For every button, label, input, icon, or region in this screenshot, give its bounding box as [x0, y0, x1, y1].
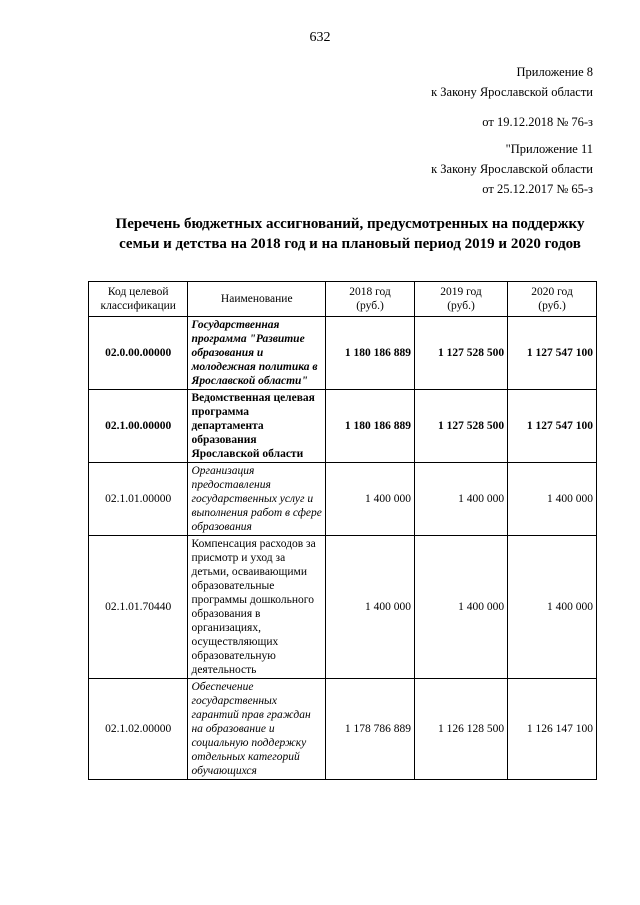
appendix-label: Приложение 8 [516, 65, 593, 79]
row-value-2018: 1 400 000 [326, 463, 415, 536]
column-header-name: Наименование [188, 282, 326, 317]
row-value-2019: 1 126 128 500 [414, 679, 507, 780]
row-value-2020: 1 126 147 100 [508, 679, 597, 780]
document-title [60, 214, 640, 254]
column-header-2018 [326, 282, 415, 317]
table-row [89, 536, 597, 679]
previous-law-date: от 25.12.2017 № 65-з [482, 182, 593, 196]
column-header-2019-unit: (руб.) [447, 300, 475, 312]
row-value-2018: 1 178 786 889 [326, 679, 415, 780]
column-header-2020 [508, 282, 597, 317]
document-title-line-2: семьи и детства на 2018 год и на плановый период 2019 и 2020 годов [119, 236, 581, 252]
table-row [89, 463, 597, 536]
row-name: Обеспечение государственных гарантий прав граждан на образование и социальную поддержку отдельных категорий обучающихся [188, 679, 326, 780]
table-row [89, 390, 597, 463]
document-title-line-1: Перечень бюджетных ассигнований, предусмотренных на поддержку [115, 216, 585, 232]
column-header-code: Код целевой классификации [89, 282, 188, 317]
row-name: Организация предоставления государственных услуг и выполнения работ в сфере образования [188, 463, 326, 536]
row-name: Государственная программа "Развитие образования и молодежная политика в Ярославской области" [188, 317, 326, 390]
row-value-2020: 1 127 547 100 [508, 317, 597, 390]
row-value-2018: 1 180 186 889 [326, 390, 415, 463]
budget-table [88, 281, 597, 780]
column-header-2019 [414, 282, 507, 317]
law-reference: к Закону Ярославской области [431, 85, 593, 99]
row-value-2018: 1 180 186 889 [326, 317, 415, 390]
column-header-2018-year: 2018 год [349, 286, 391, 298]
table-row [89, 317, 597, 390]
column-header-2020-unit: (руб.) [538, 300, 566, 312]
row-code: 02.1.02.00000 [89, 679, 188, 780]
previous-appendix-label: "Приложение 11 [505, 142, 593, 156]
row-value-2020: 1 400 000 [508, 536, 597, 679]
appendix-header [431, 62, 593, 102]
row-value-2020: 1 127 547 100 [508, 390, 597, 463]
column-header-2018-unit: (руб.) [356, 300, 384, 312]
column-header-2020-year: 2020 год [531, 286, 573, 298]
row-code: 02.1.01.00000 [89, 463, 188, 536]
row-code: 02.1.00.00000 [89, 390, 188, 463]
column-header-2019-year: 2019 год [440, 286, 482, 298]
page-number: 632 [309, 30, 331, 45]
row-value-2019: 1 400 000 [414, 536, 507, 679]
row-value-2019: 1 400 000 [414, 463, 507, 536]
row-code: 02.1.01.70440 [89, 536, 188, 679]
law-date: от 19.12.2018 № 76-з [482, 115, 593, 129]
previous-appendix-header [431, 139, 593, 199]
table-header-row [89, 282, 597, 317]
row-value-2019: 1 127 528 500 [414, 390, 507, 463]
previous-law-reference: к Закону Ярославской области [431, 162, 593, 176]
row-value-2018: 1 400 000 [326, 536, 415, 679]
row-code: 02.0.00.00000 [89, 317, 188, 390]
row-value-2019: 1 127 528 500 [414, 317, 507, 390]
row-value-2020: 1 400 000 [508, 463, 597, 536]
row-name: Ведомственная целевая программа департамента образования Ярославской области [188, 390, 326, 463]
row-name: Компенсация расходов за присмотр и уход за детьми, осваивающими образовательные программы дошкольного образования в организациях, осуществляющих образовательную деятельность [188, 536, 326, 679]
table-row [89, 679, 597, 780]
